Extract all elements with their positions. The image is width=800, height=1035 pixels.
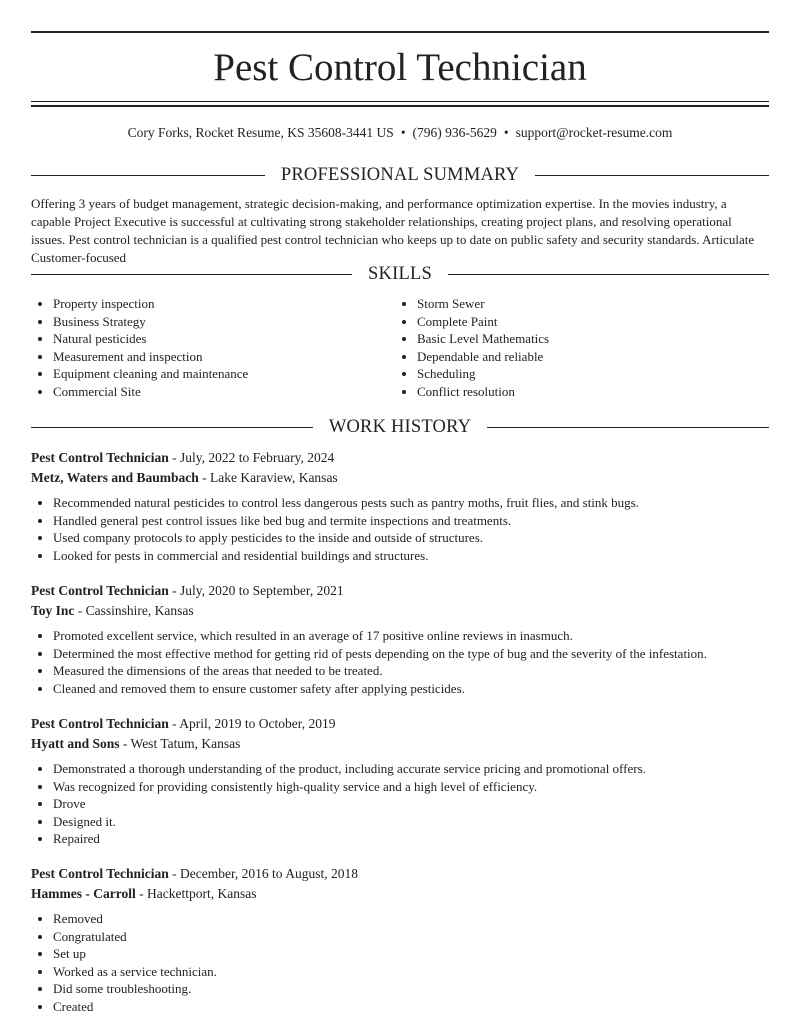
skill-item: • Equipment cleaning and maintenance xyxy=(53,365,391,383)
job-company: Hyatt and Sons xyxy=(31,736,120,751)
job-bullet: • Measured the dimensions of the areas that needed to be treated. xyxy=(53,662,769,680)
job-bullet: • Repaired xyxy=(53,830,769,848)
job-title-line xyxy=(31,448,769,468)
job-bullets xyxy=(31,494,769,564)
heading-rule xyxy=(31,427,313,428)
top-rule xyxy=(31,31,769,33)
job-company: Metz, Waters and Baumbach xyxy=(31,470,199,485)
job-company: Toy Inc xyxy=(31,603,75,618)
job-entry xyxy=(31,448,769,564)
job-bullet: • Removed xyxy=(53,910,769,928)
job-bullet: • Did some troubleshooting. xyxy=(53,980,769,998)
heading-rule xyxy=(31,175,265,176)
job-title: Pest Control Technician xyxy=(31,866,169,881)
job-bullet: • Handled general pest control issues like bed bug and termite inspections and treatments. xyxy=(53,512,769,530)
job-title: Pest Control Technician xyxy=(31,716,169,731)
work-heading xyxy=(31,415,769,439)
skills-heading-label: SKILLS xyxy=(368,264,432,284)
job-bullet: • Cleaned and removed them to ensure customer safety after applying pesticides. xyxy=(53,680,769,698)
skill-item: • Storm Sewer xyxy=(417,295,755,313)
job-bullet: • Set up xyxy=(53,945,769,963)
job-bullet: • Designed it. xyxy=(53,813,769,831)
job-title-line xyxy=(31,714,769,734)
skill-item: • Measurement and inspection xyxy=(53,348,391,366)
skill-item: • Business Strategy xyxy=(53,313,391,331)
contact-email: support@rocket-resume.com xyxy=(515,125,673,140)
job-dates: - April, 2019 to October, 2019 xyxy=(168,716,336,731)
job-bullet: • Promoted excellent service, which resulted in an average of 17 positive online reviews in inasmuch. xyxy=(53,627,769,645)
job-bullet: • Created xyxy=(53,998,769,1016)
job-bullets xyxy=(31,627,769,697)
skill-item: • Natural pesticides xyxy=(53,330,391,348)
job-bullet: • Worked as a service technician. xyxy=(53,963,769,981)
contact-line xyxy=(31,124,769,142)
job-company-line xyxy=(31,468,769,488)
job-bullet: • Determined the most effective method for getting rid of pests depending on the type of bug and the severity of the infestation. xyxy=(53,645,769,663)
skills-heading xyxy=(31,262,769,286)
job-company: Hammes - Carroll xyxy=(31,886,136,901)
job-title-line xyxy=(31,581,769,601)
skills-list-left xyxy=(31,295,391,401)
job-dates: - July, 2020 to September, 2021 xyxy=(168,583,344,598)
title-rule-thick xyxy=(31,105,769,107)
skill-item: • Property inspection xyxy=(53,295,391,313)
job-location: - Cassinshire, Kansas xyxy=(74,603,194,618)
skills-list-right xyxy=(395,295,755,401)
work-heading-label: WORK HISTORY xyxy=(328,417,472,437)
job-location: - Lake Karaview, Kansas xyxy=(198,470,338,485)
job-title: Pest Control Technician xyxy=(31,583,169,598)
skill-item: • Commercial Site xyxy=(53,383,391,401)
skill-item: • Scheduling xyxy=(417,365,755,383)
heading-rule xyxy=(535,175,769,176)
job-bullet: • Demonstrated a thorough understanding of the product, including accurate service pricing and promotional offers. xyxy=(53,760,769,778)
job-dates: - July, 2022 to February, 2024 xyxy=(168,450,335,465)
job-bullet: • Drove xyxy=(53,795,769,813)
contact-phone: (796) 936-5629 xyxy=(412,125,497,140)
job-bullet: • Was recognized for providing consistently high-quality service and a high level of efficiency. xyxy=(53,778,769,796)
job-bullet: • Looked for pests in commercial and residential buildings and structures. xyxy=(53,547,769,565)
job-company-line xyxy=(31,884,769,904)
job-bullet: • Used company protocols to apply pesticides to the inside and outside of structures. xyxy=(53,529,769,547)
summary-heading xyxy=(31,163,769,187)
heading-rule xyxy=(487,427,769,428)
summary-heading-label: PROFESSIONAL SUMMARY xyxy=(280,165,520,185)
skill-item: • Dependable and reliable xyxy=(417,348,755,366)
summary-text: Offering 3 years of budget management, strategic decision-making, and performance optimization expertise. In the movies industry, a capable Project Executive is successful at cultivating strong stakeholder relationships, creating project plans, and resolving operational issues. Pest control technician is a qualified pest control technician who keeps up to date on public safety and security standards. Articulate Customer-focused xyxy=(31,196,755,265)
job-bullet: • Recommended natural pesticides to control less dangerous pests such as pantry moths, fruit flies, and stink bugs. xyxy=(53,494,769,512)
job-title: Pest Control Technician xyxy=(31,450,169,465)
job-company-line xyxy=(31,601,769,621)
job-entry xyxy=(31,864,769,1016)
job-company-line xyxy=(31,734,769,754)
job-dates: - December, 2016 to August, 2018 xyxy=(168,866,358,881)
resume-title: Pest Control Technician xyxy=(213,46,587,89)
job-location: - West Tatum, Kansas xyxy=(119,736,241,751)
job-bullets xyxy=(31,760,769,848)
job-location: - Hackettport, Kansas xyxy=(135,886,257,901)
job-entry xyxy=(31,714,769,848)
skill-item: • Complete Paint xyxy=(417,313,755,331)
job-title-line xyxy=(31,864,769,884)
title-rule-thin xyxy=(31,101,769,102)
skill-item: • Conflict resolution xyxy=(417,383,755,401)
heading-rule xyxy=(31,274,352,275)
job-entry xyxy=(31,581,769,697)
heading-rule xyxy=(448,274,769,275)
contact-address: Cory Forks, Rocket Resume, KS 35608-3441 US xyxy=(127,125,394,140)
contact-separator: • xyxy=(503,125,509,140)
contact-separator: • xyxy=(400,125,406,140)
skill-item: • Basic Level Mathematics xyxy=(417,330,755,348)
job-bullet: • Congratulated xyxy=(53,928,769,946)
job-bullets xyxy=(31,910,769,1016)
